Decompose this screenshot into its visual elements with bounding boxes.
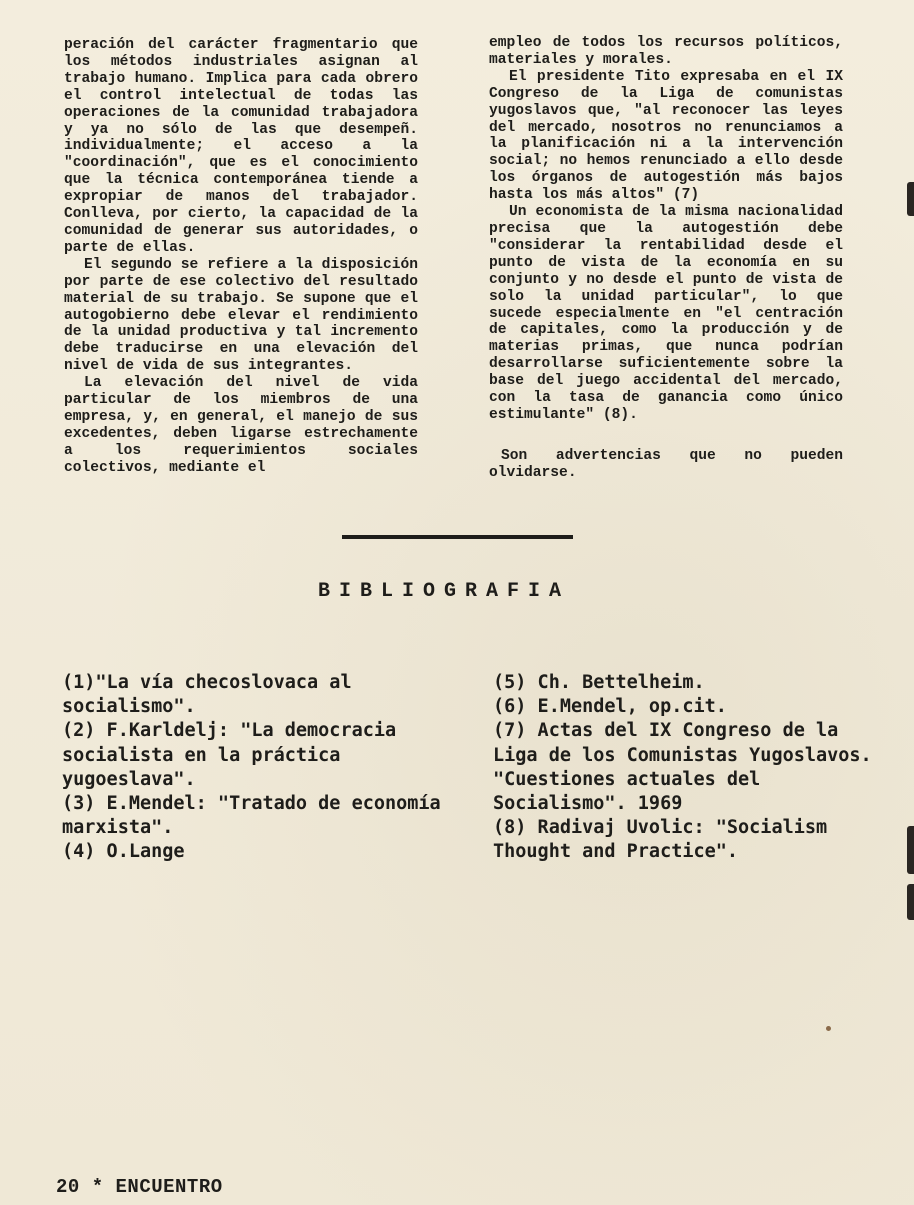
paragraph: Un economista de la misma nacionalidad precisa que la autogestión debe "considerar la rentabilidad desde el punto de vista de la economía en su conjunto y no desde el punto de vista de solo la unidad particular", lo que sucede especialmente en "el centración de capitales, como la producción y de materias primas, que nunca podrían desarrollarse suficientemente sobre la base del juego accidental del mercado, con la tasa de ganancia como único estimulante" (8). — [489, 204, 843, 423]
bibliography-entry: (6) E.Mendel, op.cit. — [493, 696, 727, 718]
bibliography-entry: (2) F.Karldelj: "La democracia socialista en la práctica yugoeslava". — [62, 720, 397, 790]
bibliography-entry: (3) E.Mendel: "Tratado de economía marxista". — [62, 793, 441, 839]
paragraph: El segundo se refiere a la disposición por parte de ese colectivo del resultado material de su trabajo. Se supone que el autogobierno debe elevar el rendimiento de la unidad productiva y tal incremento debe traducirse en una elevación del nivel de vida de sus integrantes. — [64, 256, 418, 375]
text-column-right — [489, 35, 843, 482]
bibliography-entry: (5) Ch. Bettelheim. — [493, 672, 705, 693]
bibliography-entry: (1)"La vía checoslovaca al socialismo". — [62, 672, 352, 718]
text-column-left — [64, 37, 418, 477]
bibliography-list-right — [493, 671, 873, 865]
binding-mark — [907, 826, 914, 874]
paragraph: La elevación del nivel de vida particular de los miembros de una empresa, y, en general, el manejo de sus excedentes, deben ligarse estrechamente a los requerimientos sociales colectivos, mediante el — [64, 375, 418, 476]
binding-mark — [907, 884, 914, 920]
binding-mark — [907, 182, 914, 216]
section-divider — [342, 535, 573, 539]
bibliography-list-left — [62, 671, 442, 865]
bibliography-entry: (7) Actas del IX Congreso de la Liga de los Comunistas Yugoslavos. "Cuestiones actuales del Socialismo". 1969 — [493, 720, 872, 815]
bibliography-entry: (4) O.Lange — [62, 841, 185, 863]
paragraph: empleo de todos los recursos políticos, materiales y morales. — [489, 35, 843, 68]
bibliography-heading: BIBLIOGRAFIA — [318, 580, 571, 603]
paragraph: peración del carácter fragmentario que los métodos industriales asignan al trabajo humano. Implica para cada obrero el control intelectual de todas las operaciones de la comunidad trabajadora y ya no sólo de las que desempeñ. individualmente; el acceso a la "coordinación", que es el conocimiento que la técnica contemporánea tiende a expropiar de manos del trabajador. Conlleva, por cierto, la capacidad de la comunidad de generar sus autoridades, o parte de ellas. — [64, 37, 418, 256]
page-footer: 20 * ENCUENTRO — [56, 1176, 223, 1198]
bibliography-entry: (8) Radivaj Uvolic: "Socialism Thought and Practice". — [493, 817, 828, 863]
closing-paragraph: Son advertencias que no pueden olvidarse. — [489, 447, 843, 481]
paragraph: El presidente Tito expresaba en el IX Congreso de la Liga de comunistas yugoslavos que, "al reconocer las leyes del mercado, nosotros no renunciamos a la planificación ni a la intervención social; no hemos renunciado a ello desde los órganos de autogestión más bajos hasta los más altos" (7) — [489, 68, 843, 204]
paper-speck — [826, 1026, 831, 1031]
